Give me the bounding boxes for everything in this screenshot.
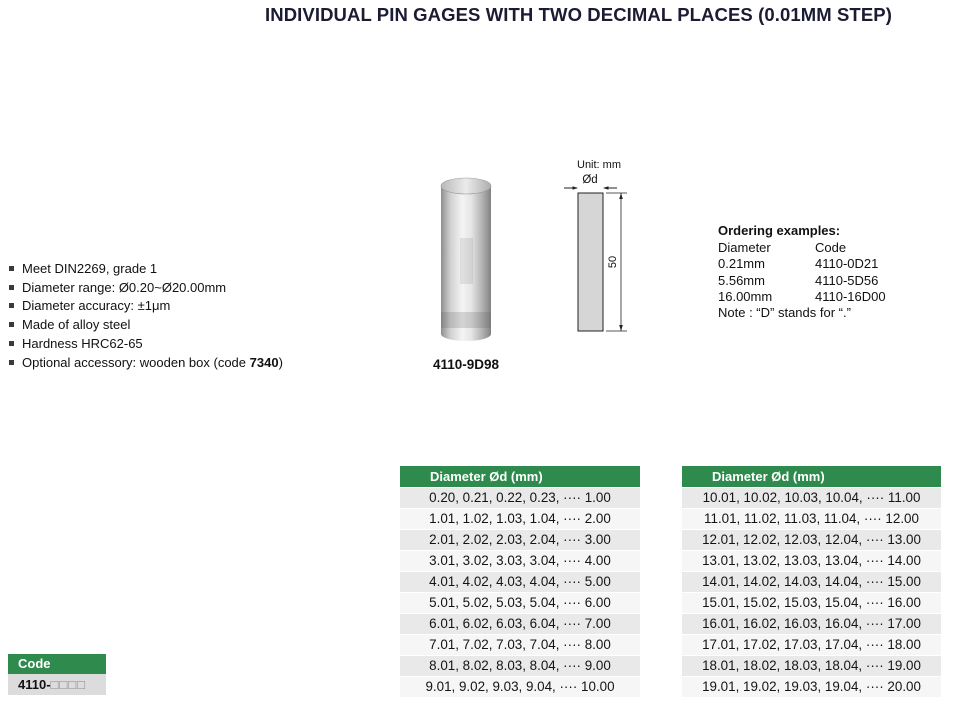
length-dimension-label: 50 xyxy=(607,255,619,269)
bullet-icon xyxy=(9,303,14,308)
feature-item xyxy=(9,334,283,353)
table-row: 10.01, 10.02, 10.03, 10.04, ···· 11.00 xyxy=(682,487,941,508)
ordering-row xyxy=(718,272,886,288)
table-row: 15.01, 15.02, 15.03, 15.04, ···· 16.00 xyxy=(682,592,941,613)
ordering-code: 4110-0D21 xyxy=(815,256,879,272)
table-row: 2.01, 2.02, 2.03, 2.04, ···· 3.00 xyxy=(400,529,640,550)
table-row: 12.01, 12.02, 12.03, 12.04, ···· 13.00 xyxy=(682,529,941,550)
table-row: 11.01, 11.02, 11.03, 11.04, ···· 12.00 xyxy=(682,508,941,529)
table-body xyxy=(682,487,941,697)
feature-text: Diameter range: Ø0.20~Ø20.00mm xyxy=(22,279,227,295)
pin-gage-image xyxy=(440,176,492,344)
code-box xyxy=(8,654,106,695)
feature-item xyxy=(9,353,283,372)
feature-item xyxy=(9,315,283,334)
feature-text: Optional accessory: wooden box (code 7340) xyxy=(22,354,283,370)
ordering-heading: Ordering examples: xyxy=(718,223,841,238)
feature-text: Made of alloy steel xyxy=(22,317,131,333)
table-header: Diameter Ød (mm) xyxy=(400,466,640,487)
ordering-note: Note : “D” stands for “.” xyxy=(718,305,851,321)
code-prefix: 4110- xyxy=(18,677,51,692)
code-placeholder-squares: □□□□ xyxy=(50,677,86,692)
ordering-diameter: 5.56mm xyxy=(718,272,765,288)
table-row: 18.01, 18.02, 18.03, 18.04, ···· 19.00 xyxy=(682,655,941,676)
bullet-icon xyxy=(9,360,14,365)
ordering-row xyxy=(718,288,886,304)
bullet-icon xyxy=(9,341,14,346)
ordering-col-diameter: Diameter xyxy=(718,239,771,255)
page-title: INDIVIDUAL PIN GAGES WITH TWO DECIMAL PLACES (0.01MM STEP) xyxy=(265,4,892,25)
ordering-code: 4110-16D00 xyxy=(815,288,886,304)
feature-item xyxy=(9,278,283,297)
ordering-code: 4110-5D56 xyxy=(815,272,879,288)
feature-text: Diameter accuracy: ±1μm xyxy=(22,298,171,314)
table-row: 6.01, 6.02, 6.03, 6.04, ···· 7.00 xyxy=(400,613,640,634)
accessory-code: 7340 xyxy=(249,354,279,370)
table-row: 8.01, 8.02, 8.03, 8.04, ···· 9.00 xyxy=(400,655,640,676)
table-row: 5.01, 5.02, 5.03, 5.04, ···· 6.00 xyxy=(400,592,640,613)
feature-list xyxy=(9,259,283,372)
unit-label: Unit: mm xyxy=(577,159,621,171)
code-box-header: Code xyxy=(8,654,106,674)
ordering-column-headers xyxy=(718,239,886,255)
ordering-diameter: 0.21mm xyxy=(718,256,765,272)
diameter-symbol-label: Ød xyxy=(582,174,598,186)
feature-item xyxy=(9,297,283,316)
diameter-table-right xyxy=(682,466,941,697)
feature-text: Meet DIN2269, grade 1 xyxy=(22,260,158,276)
ordering-row xyxy=(718,256,886,272)
table-row: 1.01, 1.02, 1.03, 1.04, ···· 2.00 xyxy=(400,508,640,529)
feature-text: Hardness HRC62-65 xyxy=(22,336,143,352)
table-header: Diameter Ød (mm) xyxy=(682,466,941,487)
table-row: 3.01, 3.02, 3.03, 3.04, ···· 4.00 xyxy=(400,550,640,571)
ordering-examples-panel xyxy=(718,223,886,321)
table-row: 9.01, 9.02, 9.03, 9.04, ···· 10.00 xyxy=(400,676,640,697)
table-row: 4.01, 4.02, 4.03, 4.04, ···· 5.00 xyxy=(400,571,640,592)
table-row: 14.01, 14.02, 14.03, 14.04, ···· 15.00 xyxy=(682,571,941,592)
bullet-icon xyxy=(9,322,14,327)
dimension-drawing xyxy=(560,168,638,348)
table-row: 17.01, 17.02, 17.03, 17.04, ···· 18.00 xyxy=(682,634,941,655)
bullet-icon xyxy=(9,266,14,271)
diameter-table-left xyxy=(400,466,640,697)
table-row: 16.01, 16.02, 16.03, 16.04, ···· 17.00 xyxy=(682,613,941,634)
table-row: 7.01, 7.02, 7.03, 7.04, ···· 8.00 xyxy=(400,634,640,655)
ordering-diameter: 16.00mm xyxy=(718,288,773,304)
product-code-label: 4110-9D98 xyxy=(432,357,500,372)
ordering-col-code: Code xyxy=(815,239,847,255)
code-box-value xyxy=(8,674,106,695)
bullet-icon xyxy=(9,285,14,290)
table-row: 0.20, 0.21, 0.22, 0.23, ···· 1.00 xyxy=(400,487,640,508)
table-row: 13.01, 13.02, 13.03, 13.04, ···· 14.00 xyxy=(682,550,941,571)
feature-item xyxy=(9,259,283,278)
table-body xyxy=(400,487,640,697)
table-row: 19.01, 19.02, 19.03, 19.04, ···· 20.00 xyxy=(682,676,941,697)
